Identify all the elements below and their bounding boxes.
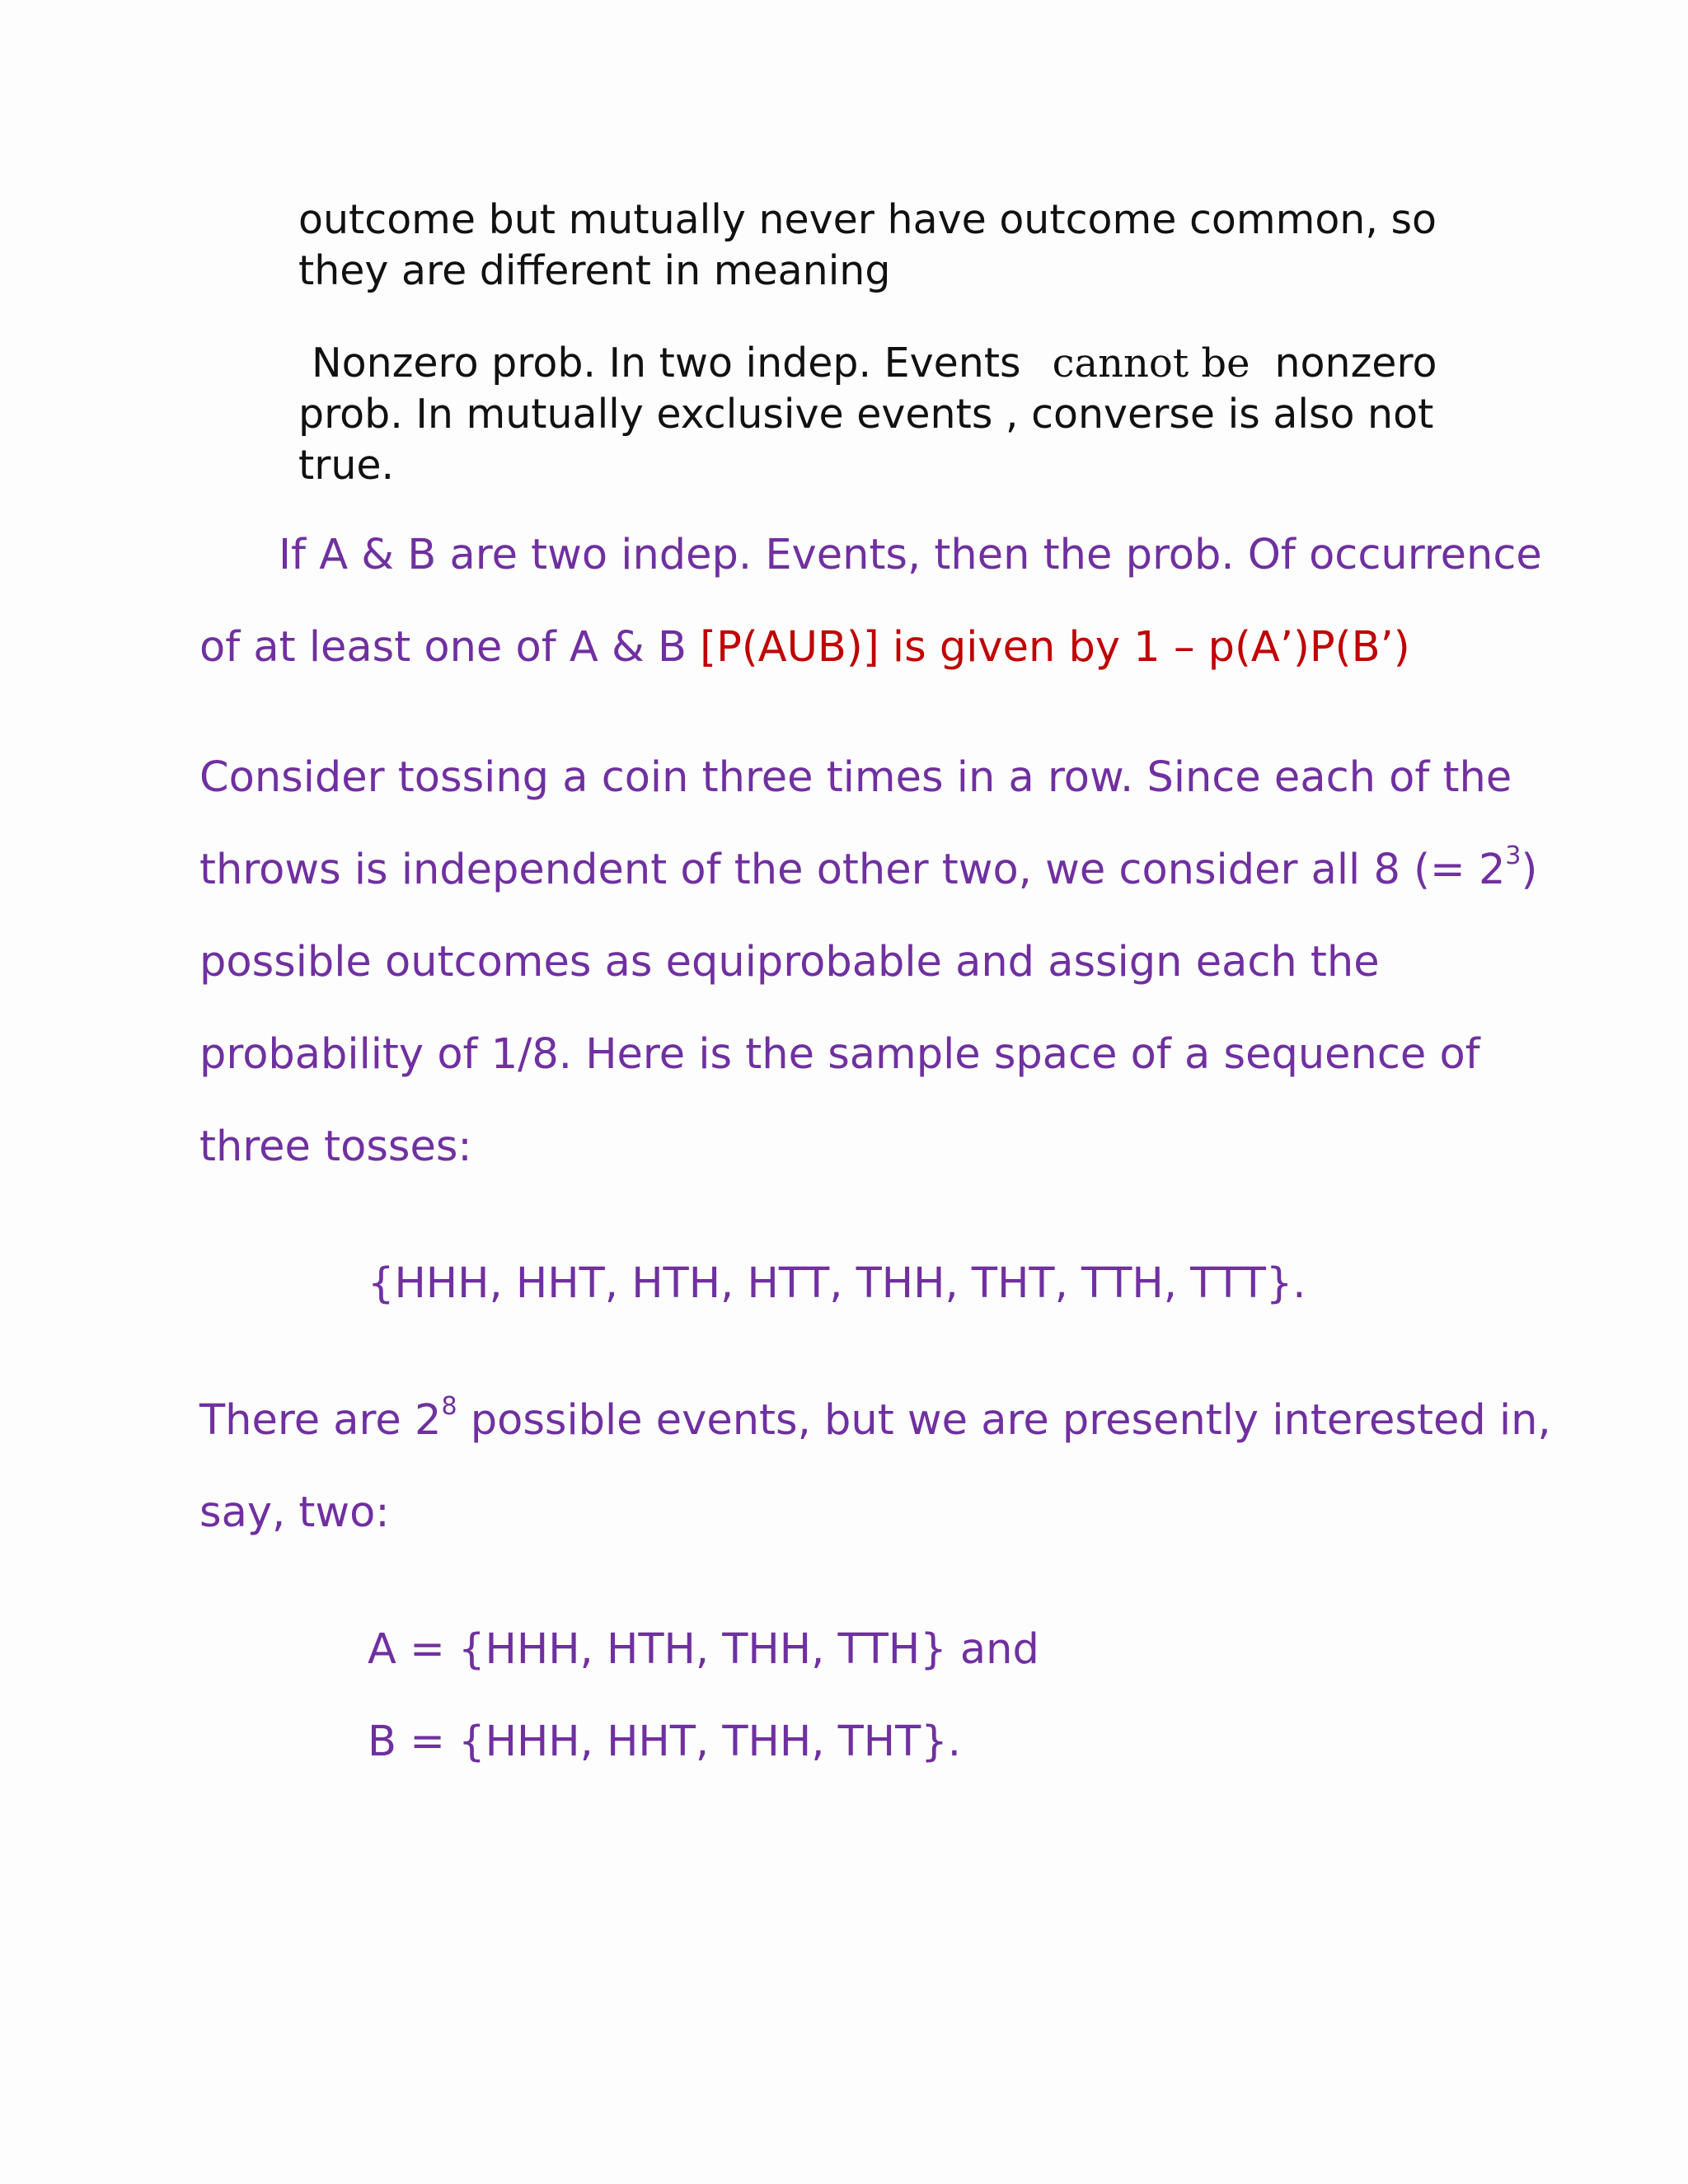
text-line (312, 340, 1437, 387)
text-fragment: possible events, but we are presently interested in, (457, 1396, 1551, 1445)
formula-highlight: [P(AUB)] is given by 1 – p(A’)P(B’) (700, 623, 1410, 672)
text-line (199, 1392, 1551, 1445)
text-fragment: of at least one of A & B (199, 623, 701, 672)
text-line: possible outcomes as equiprobable and assign each the (199, 938, 1380, 987)
text-fragment: Nonzero prob. In two indep. Events (312, 340, 1021, 387)
text-line: true. (298, 442, 395, 489)
text-line: say, two: (199, 1488, 390, 1537)
text-fragment: throws is independent of the other two, we consider all 8 (= 2 (199, 846, 1506, 894)
text-line (199, 623, 1410, 672)
text-line (199, 841, 1538, 894)
superscript: 8 (441, 1392, 457, 1421)
text-line: they are different in meaning (298, 247, 891, 294)
text-fragment: nonzero (1274, 340, 1437, 387)
serif-fragment: cannot be (1052, 340, 1250, 387)
text-line: three tosses: (199, 1122, 472, 1171)
superscript: 3 (1505, 841, 1522, 870)
sample-space: {HHH, HHT, HTH, HTT, THH, THT, TTH, TTT}. (368, 1259, 1306, 1308)
text-line: prob. In mutually exclusive events , converse is also not (298, 391, 1434, 438)
text-line: outcome but mutually never have outcome common, so (298, 196, 1437, 243)
text-fragment: There are 2 (199, 1396, 442, 1445)
text-line: Consider tossing a coin three times in a row. Since each of the (199, 753, 1512, 802)
event-a: A = {HHH, HTH, THH, TTH} and (368, 1625, 1039, 1674)
text-line: If A & B are two indep. Events, then the prob. Of occurrence (279, 531, 1542, 579)
text-fragment: ) (1521, 846, 1538, 894)
text-line: probability of 1/8. Here is the sample space of a sequence of (199, 1030, 1480, 1079)
event-b: B = {HHH, HHT, THH, THT}. (368, 1718, 961, 1766)
